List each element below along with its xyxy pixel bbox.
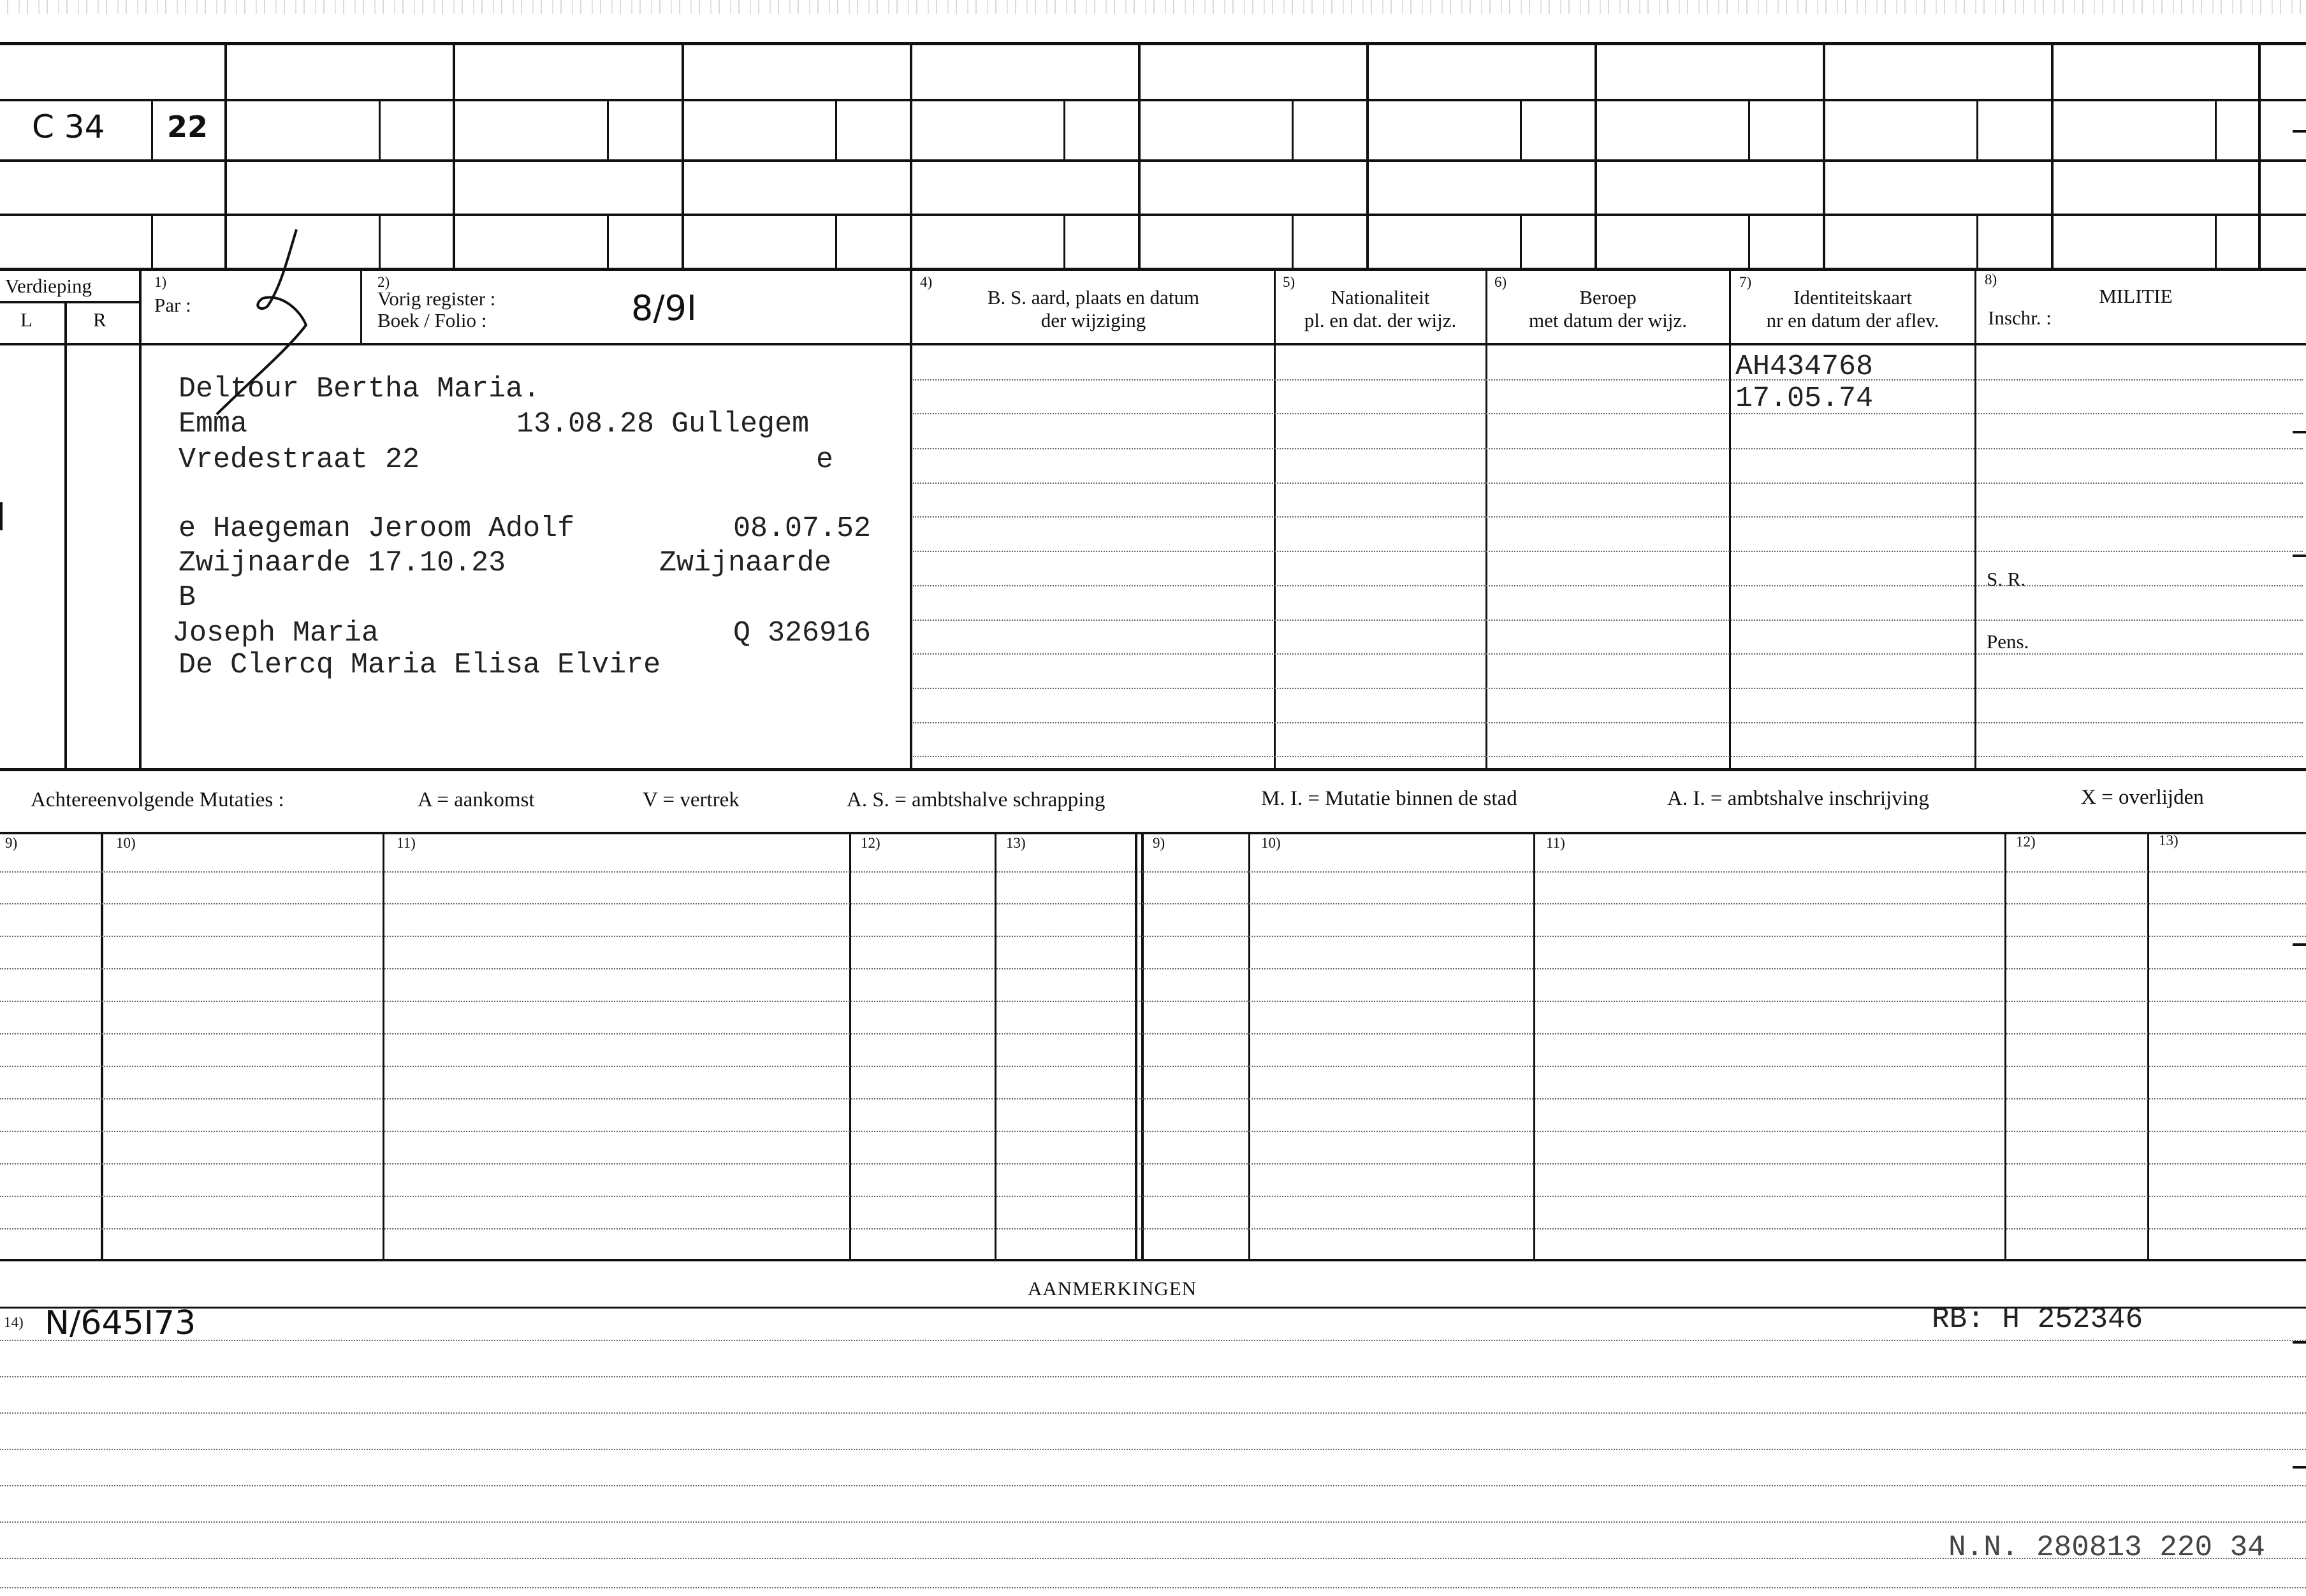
col-l-label: L	[20, 308, 33, 331]
mutation-col-9-left: 9)	[5, 835, 18, 851]
inschr-label: Inschr. :	[1988, 307, 2052, 329]
field-number-8: 8)	[1985, 272, 1997, 287]
national-number: N.N. 280813 220 34	[1948, 1531, 2265, 1564]
scan-noise	[0, 0, 2306, 14]
person-name-line: Deltour Bertha Maria.	[179, 373, 541, 405]
legend-ambtshalve-inschrijving: A. I. = ambtshalve inschrijving	[1667, 787, 1929, 810]
bs-heading-line2: der wijziging	[1040, 309, 1146, 331]
mutation-col-11-right: 11)	[1546, 835, 1565, 851]
id-card-heading-line2: nr en datum der aflev.	[1766, 309, 1939, 331]
par-label: Par :	[154, 294, 191, 316]
spouse-name: e Haegeman Jeroom Adolf	[179, 512, 575, 545]
beroep-heading-line2: met datum der wijz.	[1529, 309, 1687, 331]
father-code: Q 326916	[733, 617, 872, 649]
father-name: Joseph Maria	[172, 617, 379, 649]
mutation-col-13-right: 13)	[2159, 832, 2178, 848]
field-number-2: 2)	[377, 274, 390, 290]
nationality-heading-line1: Nationaliteit	[1331, 286, 1430, 308]
field-number-4: 4)	[920, 274, 933, 290]
field-number-5: 5)	[1283, 274, 1295, 290]
mutation-col-10-left: 10)	[116, 835, 136, 851]
sr-label: S. R.	[1987, 568, 2026, 590]
militie-heading: MILITIE	[2099, 285, 2173, 307]
mutation-col-10-right: 10)	[1261, 835, 1281, 851]
person-birth: 13.08.28 Gullegem	[516, 408, 810, 440]
spouse-birth: Zwijnaarde 17.10.23	[179, 547, 506, 579]
legend-aankomst: A = aankomst	[418, 788, 535, 811]
field-number-1: 1)	[154, 274, 167, 290]
person-second-name: Emma	[179, 408, 248, 440]
remarks-title: AANMERKINGEN	[1028, 1277, 1197, 1300]
legend-vertrek: V = vertrek	[643, 788, 740, 811]
mother-name: De Clercq Maria Elisa Elvire	[179, 649, 661, 681]
col-r-label: R	[93, 308, 106, 331]
mutation-col-12-right: 12)	[2016, 834, 2036, 850]
bs-heading-line1: B. S. aard, plaats en datum	[987, 286, 1200, 308]
mutation-col-13-left: 13)	[1006, 835, 1026, 851]
pen-mark	[191, 223, 344, 421]
legend-overlijden: X = overlijden	[2081, 786, 2204, 809]
legend-ambtshalve-schrapping: A. S. = ambtshalve schrapping	[847, 788, 1106, 811]
beroep-heading-line1: Beroep	[1579, 286, 1637, 308]
field-number-6: 6)	[1494, 274, 1507, 290]
field-number-14: 14)	[4, 1314, 24, 1330]
verdieping-label: Verdieping	[5, 275, 92, 297]
vorig-register-label: Vorig register :	[377, 287, 496, 310]
mutation-col-9-right: 9)	[1153, 835, 1165, 851]
remarks-rb: RB: H 252346	[1932, 1303, 2143, 1336]
remarks-number: N/645I73	[45, 1304, 196, 1342]
mutation-col-11-left: 11)	[397, 835, 416, 851]
marker-b: B	[179, 581, 196, 614]
card-code: C 34	[32, 108, 105, 145]
spouse-marriage-date: 08.07.52	[733, 512, 872, 545]
boek-folio-value: 8/9I	[631, 288, 697, 328]
id-card-date: 17.05.74	[1735, 382, 1874, 415]
marker-e: e	[816, 444, 834, 476]
mutation-col-12-left: 12)	[861, 835, 880, 851]
person-address: Vredestraat 22	[179, 444, 420, 476]
mutations-title: Achtereenvolgende Mutaties :	[31, 788, 284, 811]
field-number-7: 7)	[1739, 274, 1752, 290]
nationality-heading-line2: pl. en dat. der wijz.	[1304, 309, 1457, 331]
boek-folio-label: Boek / Folio :	[377, 309, 487, 331]
pens-label: Pens.	[1987, 630, 2029, 653]
card-number: 22	[167, 110, 208, 144]
id-card-heading-line1: Identiteitskaart	[1793, 286, 1912, 308]
legend-mutatie-binnen-stad: M. I. = Mutatie binnen de stad	[1261, 787, 1517, 810]
spouse-birth-place: Zwijnaarde	[659, 547, 832, 579]
id-card-number: AH434768	[1735, 351, 1874, 383]
